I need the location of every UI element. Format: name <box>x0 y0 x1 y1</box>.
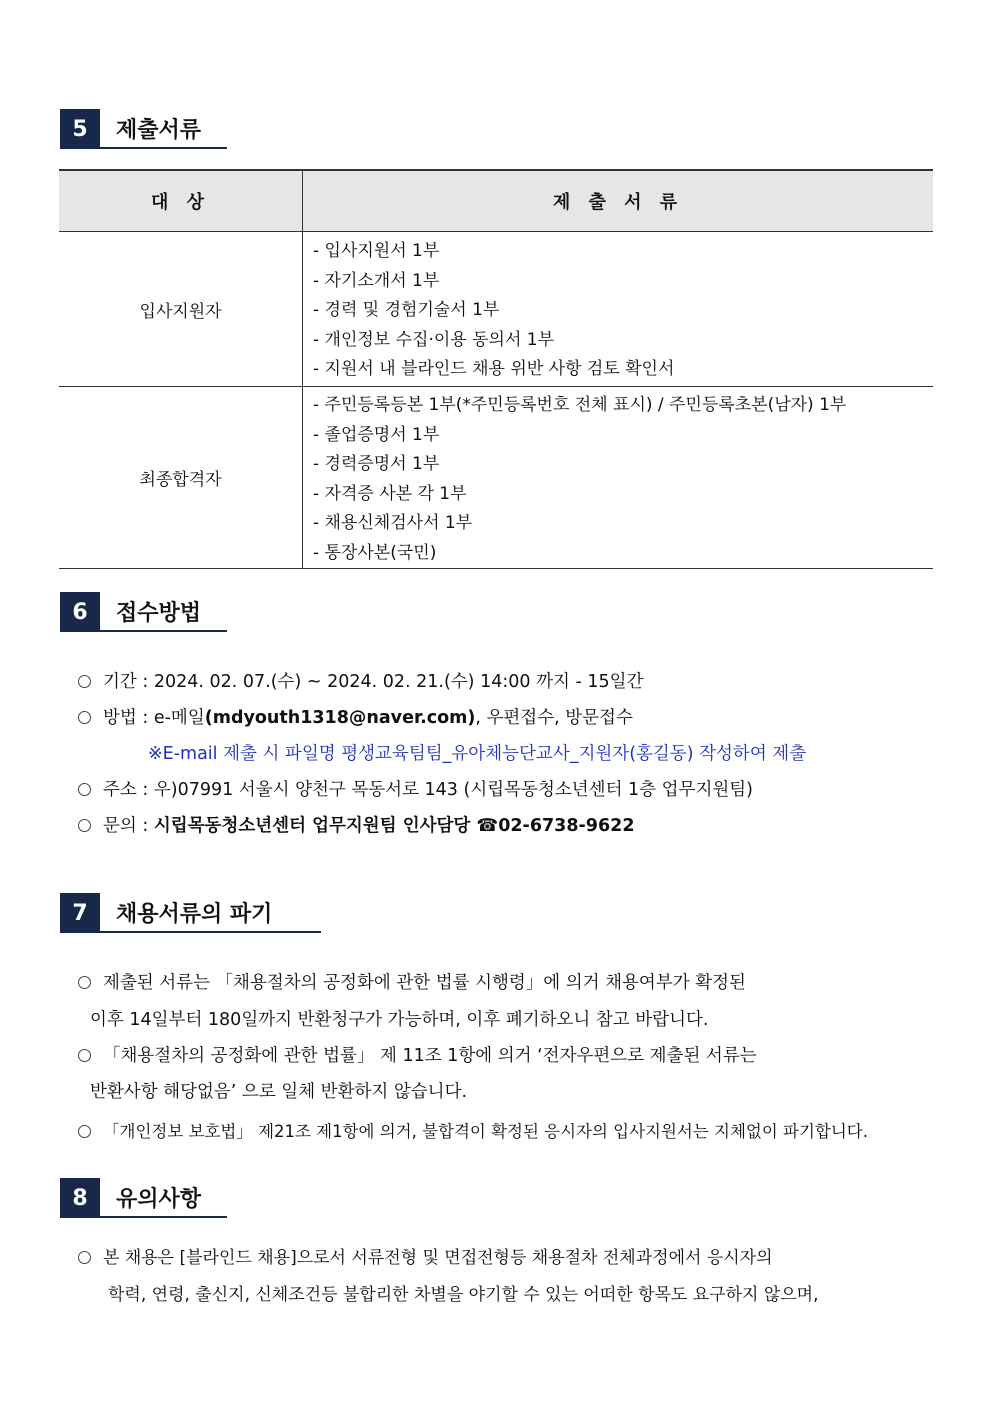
destruction-paragraph-2: 「채용절차의 공정화에 관한 법률」 제 11조 1항에 의거 ‘전자우편으로 제출된 서류는 <box>78 1043 757 1069</box>
list-item: - 자격증 사본 각 1부 <box>313 483 467 504</box>
bullet-circle-icon <box>78 783 91 796</box>
receipt-period: 기간 : 2024. 02. 07.(수) ~ 2024. 02. 21.(수) 14:00 까지 - 15일간 <box>78 669 643 695</box>
destruction-paragraph-1-cont: 이후 14일부터 180일까지 반환청구가 가능하며, 이후 폐기하오니 참고 바랍니다. <box>90 1010 709 1030</box>
bullet-circle-icon <box>78 1251 91 1264</box>
header-target: 대 상 <box>59 170 303 232</box>
bullet-circle-icon <box>78 675 91 688</box>
receipt-address: 주소 : 우)07991 서울시 양천구 목동서로 143 (시립목동청소년센터 1층 업무지원팀) <box>78 777 753 803</box>
list-item: - 지원서 내 블라인드 채용 위반 사항 검토 확인서 <box>313 359 675 380</box>
bullet-circle-icon <box>78 976 91 989</box>
list-item: - 경력증명서 1부 <box>313 454 440 474</box>
row-target: 최종합격자 <box>59 387 303 569</box>
list-item: - 채용신체검사서 1부 <box>313 513 473 533</box>
row-items <box>303 387 934 569</box>
section-title: 채용서류의 파기 <box>100 893 321 933</box>
list-item: - 졸업증명서 1부 <box>313 424 440 445</box>
header-documents: 제 출 서 류 <box>303 170 934 232</box>
section-8-heading <box>60 1178 227 1218</box>
notice-paragraph: 본 채용은 [블라인드 채용]으로서 서류전형 및 면접전형등 채용절차 전체과정에서 응시자의 <box>78 1245 773 1271</box>
bullet-circle-icon <box>78 1049 91 1062</box>
email-filename-note: ※E-mail 제출 시 파일명 평생교육팀팀_유아체능단교사_지원자(홍길동) 작성하여 제출 <box>148 744 807 764</box>
section-title: 유의사항 <box>100 1178 227 1218</box>
list-item: - 주민등록등본 1부(*주민등록번호 전체 표시) / 주민등록초본(남자) 1부 <box>313 395 847 415</box>
section-7-heading <box>60 893 321 933</box>
destruction-paragraph-3: 「개인정보 보호법」 제21조 제1항에 의거, 불합격이 확정된 응시자의 입사지원서는 지체없이 파기합니다. <box>78 1119 868 1145</box>
list-item: - 개인정보 수집·이용 동의서 1부 <box>313 329 555 350</box>
table-row <box>59 387 933 569</box>
section-5-heading <box>60 109 227 149</box>
section-title: 제출서류 <box>100 109 227 149</box>
receipt-inquiry: 문의 : 시립목동청소년센터 업무지원팀 인사담당 ☎02-6738-9622 <box>78 813 635 839</box>
list-item: - 입사지원서 1부 <box>313 241 440 262</box>
section-number: 7 <box>60 893 100 933</box>
bullet-circle-icon <box>78 1125 91 1138</box>
section-number: 8 <box>60 1178 100 1218</box>
destruction-paragraph-1: 제출된 서류는 「채용절차의 공정화에 관한 법률 시행령」에 의거 채용여부가 확정된 <box>78 970 746 996</box>
section-6-heading <box>60 592 227 632</box>
list-item: - 경력 및 경험기술서 1부 <box>313 300 500 321</box>
notice-paragraph-cont: 학력, 연령, 출신지, 신체조건등 불합리한 차별을 야기할 수 있는 어떠한 항목도 요구하지 않으며, <box>108 1285 819 1305</box>
list-item: - 통장사본(국민) <box>313 542 437 563</box>
section-number: 5 <box>60 109 100 149</box>
table-header-row <box>59 170 933 232</box>
email-address: (mdyouth1318@naver.com) <box>204 708 476 728</box>
list-item: - 자기소개서 1부 <box>313 270 440 291</box>
row-items <box>303 232 934 387</box>
bullet-circle-icon <box>78 711 91 724</box>
bullet-circle-icon <box>78 819 91 832</box>
table-row <box>59 232 933 387</box>
row-target: 입사지원자 <box>59 232 303 387</box>
inquiry-contact: 시립목동청소년센터 업무지원팀 인사담당 ☎02-6738-9622 <box>153 816 635 836</box>
section-number: 6 <box>60 592 100 632</box>
submission-documents-table <box>59 169 933 569</box>
section-title: 접수방법 <box>100 592 227 632</box>
destruction-paragraph-2-cont: 반환사항 해당없음’ 으로 일체 반환하지 않습니다. <box>90 1082 468 1102</box>
receipt-method: 방법 : e-메일(mdyouth1318@naver.com), 우편접수, 방문접수 <box>78 705 633 731</box>
